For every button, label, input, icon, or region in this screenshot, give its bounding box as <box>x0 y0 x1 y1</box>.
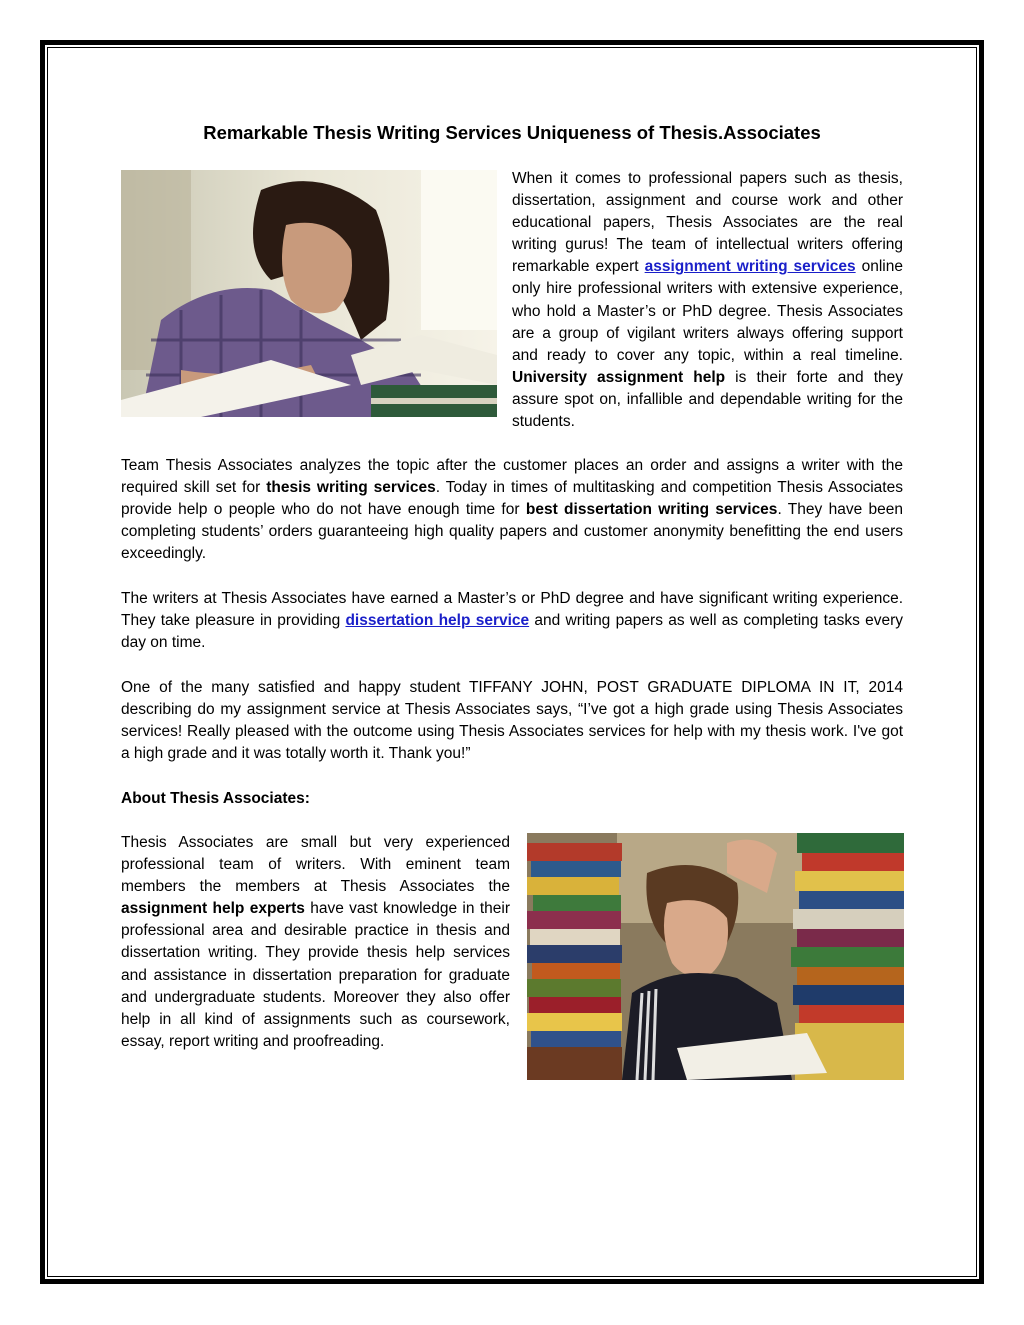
team-text-1: Team Thesis Associates analyzes the topic after the customer places an order and assigns a writer with the required skill set for <box>121 457 903 497</box>
team-text-3: . They have been completing students’ orders guaranteeing high quality papers and customer anonymity benefitting the end users exceedingly. <box>121 501 904 563</box>
best-dissertation-writing-services-bold: best dissertation writing services <box>525 501 778 519</box>
thesis-writing-services-bold: thesis writing services <box>266 479 436 497</box>
writers-text-2: and writing papers as well as completing tasks every day on time. <box>121 612 903 652</box>
student-with-books-photo-icon <box>527 833 904 1080</box>
student-writing-photo-icon <box>121 170 497 417</box>
university-assignment-help-bold: University assignment help <box>512 368 726 386</box>
intro-text-1: When it comes to professional papers such as thesis, dissertation, assignment and course work and other educational papers, Thesis Associates are the real writing gurus! The team of intellectual writers offering remarkable expert <box>512 170 903 276</box>
about-text-2: have vast knowledge in their professional area and desirable practice in thesis and dissertation writing. They provide thesis help services and assistance in dissertation preparation for graduate and undergraduate students. Moreover they also offer help in all kind of assignments such as coursework, essay, report writing and proofreading. <box>121 900 510 1050</box>
assignment-help-experts-bold: assignment help experts <box>121 900 305 918</box>
assignment-writing-services-link[interactable]: assignment writing services <box>644 258 856 276</box>
team-paragraph <box>121 455 903 565</box>
writers-text-1: The writers at Thesis Associates have earned a Master’s or PhD degree and have significant writing experience. They take pleasure in providing <box>121 590 903 630</box>
dissertation-help-service-link[interactable]: dissertation help service <box>345 612 530 630</box>
about-paragraph <box>121 832 510 1053</box>
student-writing-photo <box>121 170 497 417</box>
team-text-2: . Today in times of multitasking and competition Thesis Associates provide help o people who do not have enough time for <box>121 479 903 519</box>
intro-text-3: is their forte and they assure spot on, infallible and dependable writing for the students. <box>512 368 903 431</box>
intro-paragraph <box>512 168 903 433</box>
student-with-books-photo <box>527 833 904 1080</box>
writers-paragraph <box>121 588 903 654</box>
about-heading: About Thesis Associates: <box>121 790 310 807</box>
intro-text-2: online only hire professional writers with extensive experience, who hold a Master’s or PhD degree. Thesis Associates are a group of vigilant writers always offering support and ready to cover any topic, within a real timeline. <box>512 258 903 364</box>
about-text-1: Thesis Associates are small but very experienced professional team of writers. With eminent team members the members at Thesis Associates the <box>121 834 510 896</box>
page-title: Remarkable Thesis Writing Services Uniqueness of Thesis.Associates <box>203 122 821 143</box>
testimonial-paragraph: One of the many satisfied and happy student TIFFANY JOHN, POST GRADUATE DIPLOMA IN IT, 2014 describing do my assignment service at Thesis Associates says, “I’ve got a high grade using Thesis Associates services! Really pleased with the outcome using Thesis Associates services for help with my thesis work. I've got a high grade and it was totally worth it. Thank you!” <box>121 679 903 763</box>
